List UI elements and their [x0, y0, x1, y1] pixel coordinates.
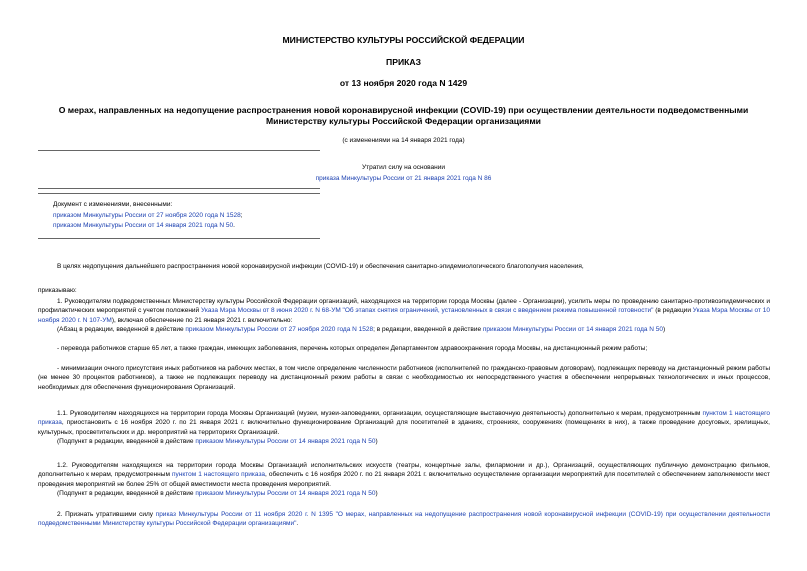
paragraph-1-2: 1.2. Руководителям находящихся на территории города Москвы Организаций исполнительских искусств (театры, концертные залы, филармонии и др.), Организаций, осуществляющих публичную демонстрацию фильмов, дополнительно к мерам, предусмотренным пунктом 1 настоящего приказа, обеспечить с 16 ноября 2020 г. по 21 января 2021 г. включительно осуществление организации мероприятий для посетителей с обеспечением заполняемости мест проведения мероприятий не более 25% от общей вместимости места проведения мероприятий.: [38, 462, 770, 488]
point-1-link[interactable]: пунктом 1 настоящего приказа: [38, 410, 770, 427]
invalid-note-text: Утратил силу на основании: [361, 164, 446, 171]
divider: [38, 238, 320, 239]
amendment-link-50[interactable]: приказом Минкультуры России от 14 января 2021 года N 50: [195, 438, 376, 445]
doc-type-heading: ПРИКАЗ: [386, 57, 421, 67]
paragraph-1-1-note: (Подпункт в редакции, введенной в действие приказом Минкультуры России от 14 января 2021 года N 50): [57, 438, 378, 445]
paragraph-1-1: 1.1. Руководителям находящихся на территории города Москвы Организаций (музеи, музеи-заповедники, организации, осуществляющие выставочную деятельность) дополнительно к мерам, предусмотренным пунктом 1 настоящего приказа, приостановить с 16 ноября 2020 г. по 21 января 2021 г. включительно функционирование Организаций для посетителей в зданиях, строениях, сооружениях (помещениях в них), а также проведение досуговых, зрелищных, культурных, просветительских и др. мероприятий на территориях Организаций.: [38, 410, 770, 436]
preamble: В целях недопущения дальнейшего распространения новой коронавирусной инфекции (COVID-19) и обеспечения санитарно-эпидемиологического благополучия населения,: [57, 263, 584, 270]
divider: [38, 188, 320, 189]
order-word: приказываю:: [38, 287, 77, 294]
amendment-link-1528[interactable]: приказом Минкультуры России от 27 ноября 2020 года N 1528: [53, 212, 241, 219]
amendment-link-50[interactable]: приказом Минкультуры России от 14 января 2021 года N 50: [53, 222, 234, 229]
amendment-link-50[interactable]: приказом Минкультуры России от 14 января 2021 года N 50: [195, 490, 376, 497]
mayor-decree-68-link[interactable]: Указа Мэра Москвы от 8 июня 2020 г. N 68-УМ "Об этапах снятия ограничений, установленных в связи с введением режима повышенной готовности": [201, 307, 654, 315]
changes-intro: Документ с изменениями, внесенными:: [53, 201, 173, 208]
divider: [38, 193, 320, 194]
point-1-link[interactable]: пунктом 1 настоящего приказа: [171, 471, 266, 479]
ministry-heading: МИНИСТЕРСТВО КУЛЬТУРЫ РОССИЙСКОЙ ФЕДЕРАЦИИ: [282, 35, 525, 45]
paragraph-2: 2. Признать утратившими силу приказ Минкультуры России от 11 ноября 2020 г. N 1395 "О мерах, направленных на недопущение распространения новой коронавирусной инфекции (COVID-19) при осуществлении деятельности подведомственными Министерству культуры Российской Федерации организациями".: [38, 511, 770, 528]
paragraph-1-note: (Абзац в редакции, введенной в действие приказом Минкультуры России от 27 ноября 2020 года N 1528; в редакции, введенной в действие приказом Минкультуры России от 14 января 2021 года N 50): [57, 326, 666, 333]
changes-item: приказом Минкультуры России от 27 ноября 2020 года N 1528;: [53, 212, 243, 219]
paragraph-1: 1. Руководителям подведомственных Министерству культуры Российской Федерации организаций, находящихся на территории города Москвы (далее - Организации), усилить меры по проведению санитарно-противоэпидемических и профилактических мероприятий с учетом положений Указа Мэра Москвы от 8 июня 2020 г. N 68-УМ "Об этапах снятия ограничений, установленных в связи с введением режима повышенной готовности" (в редакции Указа Мэра Москвы от 10 ноября 2020 г. N 107-УМ), включая обеспечение по 21 января 2021 г. включительно:: [38, 298, 770, 324]
changes-item: приказом Минкультуры России от 14 января 2021 года N 50.: [53, 222, 235, 229]
date-number: от 13 ноября 2020 года N 1429: [339, 78, 468, 88]
mayor-decree-107-link[interactable]: Указа Мэра Москвы от 10 ноября 2020 г. N 107-УМ: [38, 307, 770, 324]
document-title-line2: Министерству культуры Российской Федерации организациями: [266, 116, 541, 126]
amended-note: (с изменениями на 14 января 2021 года): [342, 137, 465, 144]
paragraph-1-dash-1: - перевода работников старше 65 лет, а также граждан, имеющих заболевания, перечень которых определен Департаментом здравоохранения города Москвы, на дистанционный режим работы;: [57, 345, 648, 352]
paragraph-1-2-note: (Подпункт в редакции, введенной в действие приказом Минкультуры России от 14 января 2021 года N 50): [57, 490, 378, 497]
paragraph-1-dash-2: - минимизации очного присутствия иных работников на рабочих местах, в том числе определение численности работников (исполнителей по гражданско-правовым договорам), подлежащих переводу на дистанционный режим работы (не менее 30 процентов работников), а также не подлежащих переводу на дистанционный режим работы в связи с необходимостью их непосредственного участия в обеспечении непрерывных технологических и иных процессов, необходимых для обеспечения функционирования Организаций.: [38, 365, 770, 391]
invalid-basis-link[interactable]: приказа Минкультуры России от 21 января 2021 года N 86: [315, 175, 492, 182]
amendment-link-50[interactable]: приказом Минкультуры России от 14 января 2021 года N 50: [482, 326, 664, 333]
repealed-order-1395-link[interactable]: приказ Минкультуры России от 11 ноября 2020 г. N 1395 "О мерах, направленных на недопущение распространения новой коронавирусной инфекции (COVID-19) при осуществлении деятельности подведомственными Министерству культуры Российской Федерации организациями": [38, 511, 770, 528]
amendment-link-1528[interactable]: приказом Минкультуры России от 27 ноября 2020 года N 1528: [185, 326, 374, 333]
divider: [38, 150, 320, 151]
document-title-line1: О мерах, направленных на недопущение распространения новой коронавирусной инфекции (COVID-19) при осуществлении деятельности подведомственными: [58, 105, 749, 115]
